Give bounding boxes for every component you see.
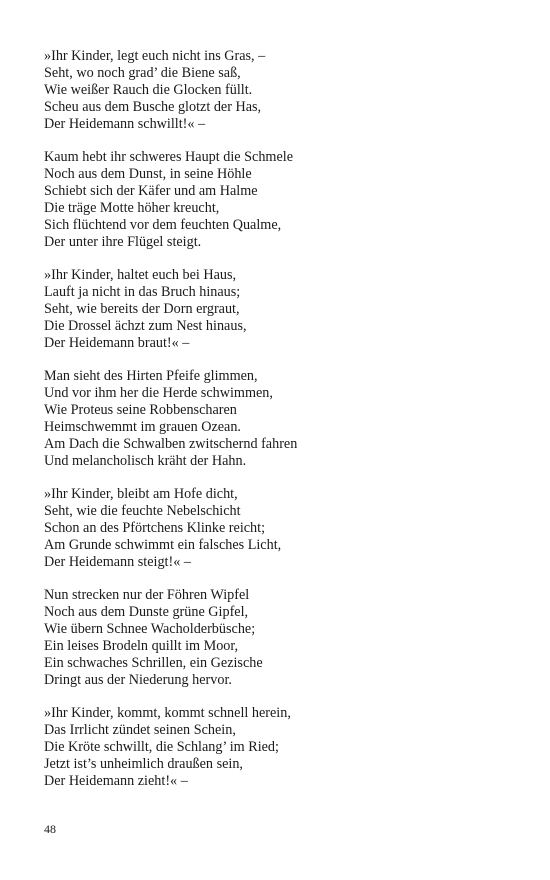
stanza-2 bbox=[44, 149, 524, 251]
poem-line: »Ihr Kinder, kommt, kommt schnell herein, bbox=[44, 705, 291, 721]
poem-line: Und melancholisch kräht der Hahn. bbox=[44, 453, 247, 469]
poem-line: Kaum hebt ihr schweres Haupt die Schmele bbox=[44, 149, 293, 165]
poem-line: »Ihr Kinder, haltet euch bei Haus, bbox=[44, 267, 237, 283]
stanza-7 bbox=[44, 705, 524, 790]
stanza-6 bbox=[44, 587, 524, 689]
poem-line: »Ihr Kinder, legt euch nicht ins Gras, – bbox=[44, 48, 266, 64]
stanza-3 bbox=[44, 267, 524, 352]
poem-line: Ein schwaches Schrillen, ein Gezische bbox=[44, 655, 263, 671]
poem-line: Jetzt ist’s unheimlich draußen sein, bbox=[44, 756, 243, 772]
stanza-4 bbox=[44, 368, 524, 470]
poem-line: Schiebt sich der Käfer und am Halme bbox=[44, 183, 258, 199]
poem-line: Lauft ja nicht in das Bruch hinaus; bbox=[44, 284, 241, 300]
poem-line: Der Heidemann schwillt!« – bbox=[44, 116, 206, 132]
poem-line: Sich flüchtend vor dem feuchten Qualme, bbox=[44, 217, 282, 233]
poem-line: Die träge Motte höher kreucht, bbox=[44, 200, 220, 216]
poem-line: »Ihr Kinder, bleibt am Hofe dicht, bbox=[44, 486, 238, 502]
poem-line: Scheu aus dem Busche glotzt der Has, bbox=[44, 99, 262, 115]
poem-line: Wie übern Schnee Wacholderbüsche; bbox=[44, 621, 256, 637]
page-number: 48 bbox=[44, 822, 56, 836]
poem-line: Noch aus dem Dunste grüne Gipfel, bbox=[44, 604, 249, 620]
poem-line: Seht, wie bereits der Dorn ergraut, bbox=[44, 301, 240, 317]
stanza-5 bbox=[44, 486, 524, 571]
poem-line: Die Kröte schwillt, die Schlang’ im Ried; bbox=[44, 739, 279, 755]
poem-line: Und vor ihm her die Herde schwimmen, bbox=[44, 385, 273, 401]
poem-line: Der Heidemann zieht!« – bbox=[44, 773, 188, 789]
stanza-1 bbox=[44, 48, 524, 133]
poem bbox=[44, 48, 524, 806]
poem-line: Noch aus dem Dunst, in seine Höhle bbox=[44, 166, 252, 182]
poem-line: Dringt aus der Niederung hervor. bbox=[44, 672, 232, 688]
poem-line: Der Heidemann steigt!« – bbox=[44, 554, 191, 570]
poem-line: Der unter ihre Flügel steigt. bbox=[44, 234, 202, 250]
poem-line: Man sieht des Hirten Pfeife glimmen, bbox=[44, 368, 258, 384]
poem-line: Nun strecken nur der Föhren Wipfel bbox=[44, 587, 250, 603]
poem-line: Seht, wie die feuchte Nebelschicht bbox=[44, 503, 241, 519]
poem-line: Am Dach die Schwalben zwitschernd fahren bbox=[44, 436, 298, 452]
poem-line: Das Irrlicht zündet seinen Schein, bbox=[44, 722, 236, 738]
poem-line: Seht, wo noch grad’ die Biene saß, bbox=[44, 65, 241, 81]
poem-line: Ein leises Brodeln quillt im Moor, bbox=[44, 638, 239, 654]
poem-line: Heimschwemmt im grauen Ozean. bbox=[44, 419, 241, 435]
poem-line: Am Grunde schwimmt ein falsches Licht, bbox=[44, 537, 282, 553]
poem-line: Die Drossel ächzt zum Nest hinaus, bbox=[44, 318, 247, 334]
poem-line: Schon an des Pförtchens Klinke reicht; bbox=[44, 520, 266, 536]
poem-line: Der Heidemann braut!« – bbox=[44, 335, 190, 351]
poem-line: Wie weißer Rauch die Glocken füllt. bbox=[44, 82, 253, 98]
poem-line: Wie Proteus seine Robbenscharen bbox=[44, 402, 237, 418]
